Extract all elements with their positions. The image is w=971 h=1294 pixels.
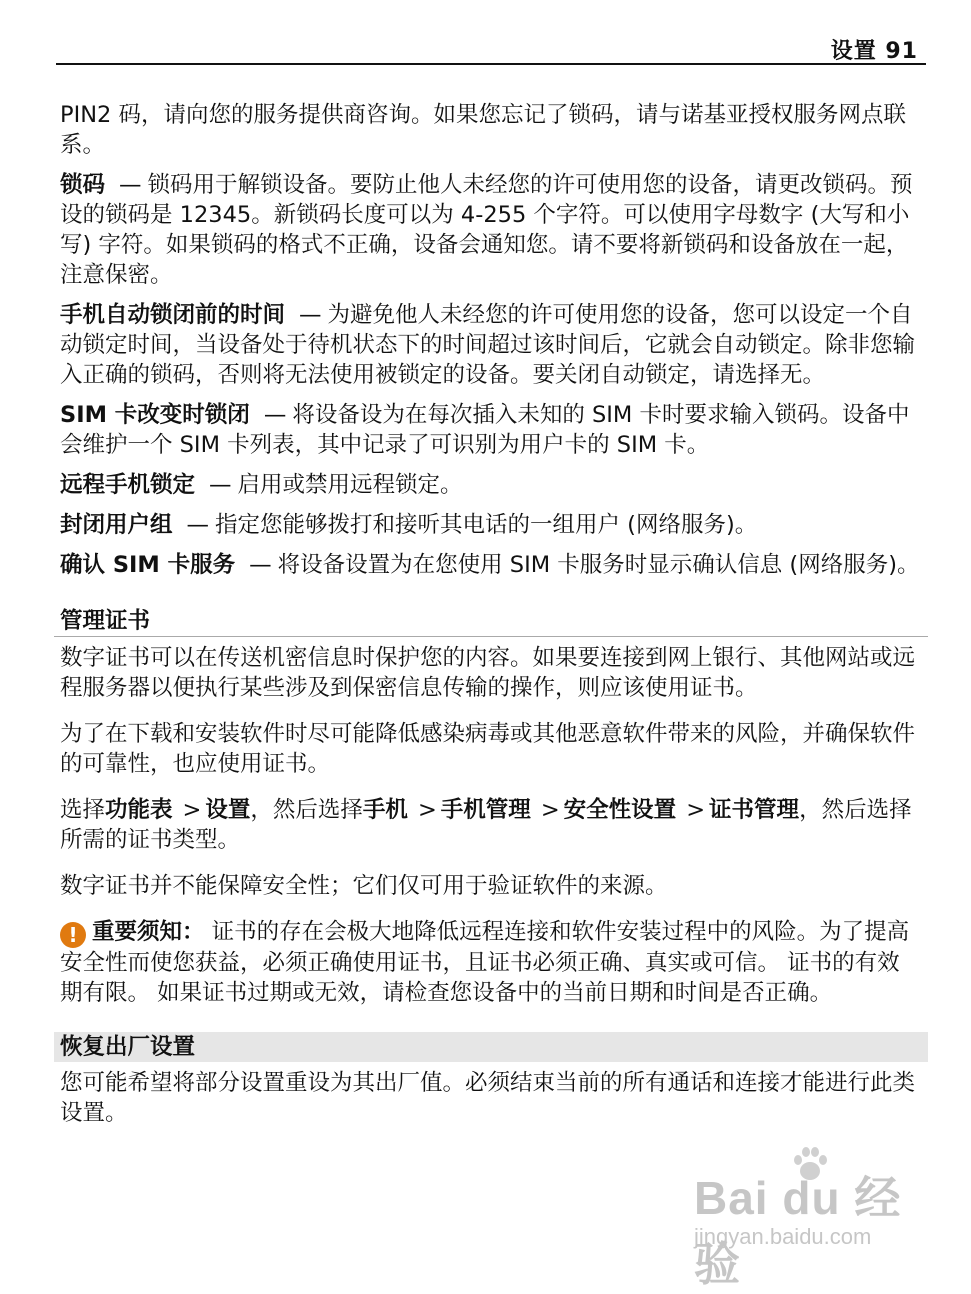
section-heading-certificates: 管理证书 [54,606,928,637]
path-item-cert-mgmt: 证书管理 [709,797,800,823]
definition-dash: — [263,402,287,428]
definition-dash: — [186,512,210,538]
path-prefix: 选择 [60,797,106,823]
certificates-paragraph-4: 数字证书并不能保障安全性；它们仅可用于验证软件的来源。 [60,873,668,899]
definition-term: SIM 卡改变时锁闭 [60,402,250,428]
intro-paragraph: PIN2 码，请向您的服务提供商咨询。如果您忘记了锁码，请与诺基亚授权服务网点联系。 [60,102,907,158]
definition-sim-change-lock [60,400,922,460]
certificates-paragraph-2: 为了在下载和安装软件时尽可能降低感染病毒或其他恶意软件带来的风险，并确保软件的可靠性，也应使用证书。 [60,721,916,777]
definition-text: 锁码用于解锁设备。要防止他人未经您的许可使用您的设备，请更改锁码。预设的锁码是 12345。新锁码长度可以为 4-255 个字符。可以使用字母数字 (大写和小写) 字符。如果锁码的格式不正确，设备会通知您。请不要将新锁码和设备放在一起，注意保密。 [60,172,913,288]
page-title: 设置 91 [830,39,918,64]
definition-confirm-sim-services [60,550,922,580]
notice-text: 证书的存在会极大地降低远程连接和软件安装过程中的风险。为了提高安全性而使您获益，必须正确使用证书，且证书必须正确、真实或可信。 证书的有效期有限。 如果证书过期或无效，请检查您设备中的当前日期和时间是否正确。 [60,919,910,1006]
definition-dash: — [209,472,232,498]
path-separator: > [417,797,437,823]
path-item-menu: 功能表 [105,797,173,823]
certificates-menu-path [60,795,922,855]
definition-term: 确认 SIM 卡服务 [60,552,236,578]
definition-text: 将设备设置为在您使用 SIM 卡服务时显示确认信息 (网络服务)。 [277,552,920,578]
definition-dash: — [249,552,272,578]
definition-lock-code [60,170,922,290]
section-heading-factory-reset: 恢复出厂设置 [54,1032,928,1062]
path-item-security: 安全性设置 [563,797,677,823]
definition-closed-user-group [60,510,922,540]
certificates-paragraph-1: 数字证书可以在传送机密信息时保护您的内容。如果要连接到网上银行、其他网站或远程服务器以便执行某些涉及到保密信息传输的操作，则应该使用证书。 [60,645,916,701]
warning-icon: ! [60,922,86,948]
definition-term: 锁码 [60,172,106,198]
definition-text: 启用或禁用远程锁定。 [237,472,463,498]
definition-dash: — [119,172,142,198]
page-content [60,100,922,1138]
definition-text: 将设备设为在每次插入未知的 SIM 卡时要求输入锁码。设备中会维护一个 SIM 卡列表，其中记录了可识别为用户卡的 SIM 卡。 [60,402,910,458]
path-separator: > [686,797,706,823]
important-notice [60,917,922,1008]
page-header [56,30,926,65]
definition-text: 指定您能够拨打和接听其电话的一组用户 (网络服务)。 [215,512,758,538]
definition-remote-lock [60,470,922,500]
path-item-phone: 手机 [362,797,408,823]
definition-autolock-time [60,300,922,390]
definition-term: 手机自动锁闭前的时间 [60,302,286,328]
baidu-jingyan-watermark [686,1140,926,1290]
watermark-url: jingyan.baidu.com [694,1224,872,1249]
factory-reset-paragraph: 您可能希望将部分设置重设为其出厂值。必须结束当前的所有通话和连接才能进行此类设置。 [60,1070,916,1126]
definition-term: 封闭用户组 [60,512,173,538]
definition-term: 远程手机锁定 [60,472,196,498]
path-separator: > [182,797,202,823]
path-mid: ，然后选择 [250,797,363,823]
path-separator: > [540,797,560,823]
path-item-settings: 设置 [205,797,251,823]
path-item-phone-mgmt: 手机管理 [440,797,531,823]
watermark-logo: Bai du 经验 [694,1172,902,1290]
definition-dash: — [299,302,322,328]
definition-text: 为避免他人未经您的许可使用您的设备，您可以设定一个自动锁定时间，当设备处于待机状态下的时间超过该时间后，它就会自动锁定。除非您输入正确的锁码，否则将无法使用被锁定的设备。要关闭自动锁定，请选择无。 [60,302,916,388]
notice-label: 重要须知： [92,919,205,945]
path-suffix: ，然后选择所需的证书类型。 [60,797,912,853]
